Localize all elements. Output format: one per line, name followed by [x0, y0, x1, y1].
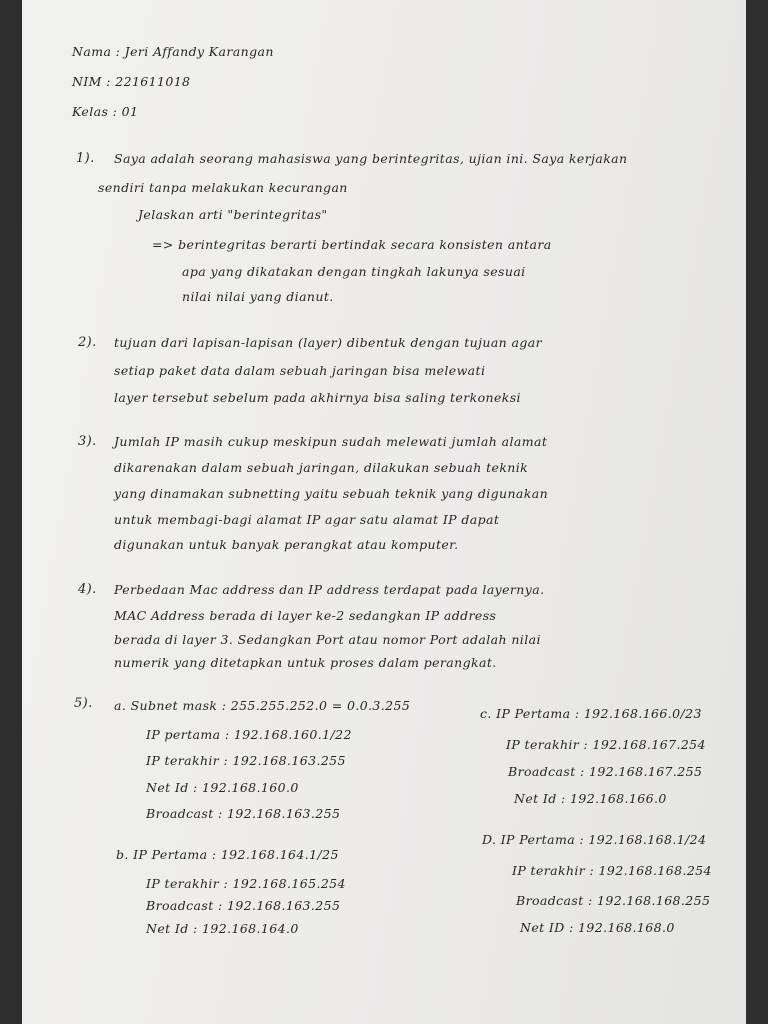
- q1-text-line: Saya adalah seorang mahasiswa yang berintegritas, ujian ini. Saya kerjakan: [114, 151, 628, 166]
- q1-answer-line: apa yang dikatakan dengan tingkah lakunya sesuai: [182, 264, 526, 279]
- q3-text-line: yang dinamakan subnetting yaitu sebuah teknik yang digunakan: [114, 486, 549, 501]
- q5a-net-id: Net Id : 192.168.160.0: [146, 780, 299, 795]
- q5b-ip-first: b. IP Pertama : 192.168.164.1/25: [116, 847, 339, 862]
- q5d-ip-last: IP terakhir : 192.168.168.254: [512, 863, 712, 878]
- q3-text-line: dikarenakan dalam sebuah jaringan, dilakukan sebuah teknik: [114, 460, 529, 475]
- handwritten-answer-sheet: [22, 0, 746, 1024]
- q5a-ip-first: IP pertama : 192.168.160.1/22: [146, 727, 352, 742]
- q5c-ip-last: IP terakhir : 192.168.167.254: [506, 737, 706, 752]
- q4-number: 4).: [78, 582, 97, 597]
- q1-number: 1).: [76, 151, 95, 166]
- q5c-net-id: Net Id : 192.168.166.0: [514, 791, 667, 806]
- q4-text-line: berada di layer 3. Sedangkan Port atau nomor Port adalah nilai: [114, 632, 541, 647]
- nama-line: Nama : Jeri Affandy Karangan: [72, 44, 274, 59]
- q4-text-line: Perbedaan Mac address dan IP address terdapat pada layernya.: [114, 582, 545, 597]
- q5b-net-id: Net Id : 192.168.164.0: [146, 921, 299, 936]
- q2-text-line: tujuan dari lapisan-lapisan (layer) dibentuk dengan tujuan agar: [114, 335, 542, 350]
- kelas-line: Kelas : 01: [72, 104, 139, 119]
- q5c-ip-first: c. IP Pertama : 192.168.166.0/23: [480, 706, 702, 721]
- q3-text-line: digunakan untuk banyak perangkat atau komputer.: [114, 537, 459, 552]
- q3-number: 3).: [78, 434, 97, 449]
- q1-text-line: sendiri tanpa melakukan kecurangan: [98, 180, 348, 195]
- q2-text-line: layer tersebut sebelum pada akhirnya bisa saling terkoneksi: [114, 390, 521, 405]
- q5c-broadcast: Broadcast : 192.168.167.255: [508, 764, 703, 779]
- q5a-ip-last: IP terakhir : 192.168.163.255: [146, 753, 346, 768]
- q1-prompt-line: Jelaskan arti "berintegritas": [138, 207, 328, 222]
- q5b-broadcast: Broadcast : 192.168.163.255: [146, 898, 341, 913]
- nim-line: NIM : 221611018: [72, 74, 191, 89]
- q4-text-line: numerik yang ditetapkan untuk proses dalam perangkat.: [114, 655, 497, 670]
- q3-text-line: untuk membagi-bagi alamat IP agar satu alamat IP dapat: [114, 512, 500, 527]
- q5d-broadcast: Broadcast : 192.168.168.255: [516, 893, 711, 908]
- q1-answer-line: nilai nilai yang dianut.: [182, 289, 334, 304]
- q5d-ip-first: D. IP Pertama : 192.168.168.1/24: [482, 832, 707, 847]
- q4-text-line: MAC Address berada di layer ke-2 sedangkan IP address: [114, 608, 497, 623]
- q1-answer-line: => berintegritas berarti bertindak secara konsisten antara: [152, 237, 552, 252]
- q5d-net-id: Net ID : 192.168.168.0: [520, 920, 675, 935]
- q5b-ip-last: IP terakhir : 192.168.165.254: [146, 876, 346, 891]
- q5a-subnet-mask: a. Subnet mask : 255.255.252.0 = 0.0.3.255: [114, 698, 411, 713]
- q2-number: 2).: [78, 335, 97, 350]
- q5-number: 5).: [74, 696, 93, 711]
- q3-text-line: Jumlah IP masih cukup meskipun sudah melewati jumlah alamat: [114, 434, 548, 449]
- q2-text-line: setiap paket data dalam sebuah jaringan bisa melewati: [114, 363, 486, 378]
- q5a-broadcast: Broadcast : 192.168.163.255: [146, 806, 341, 821]
